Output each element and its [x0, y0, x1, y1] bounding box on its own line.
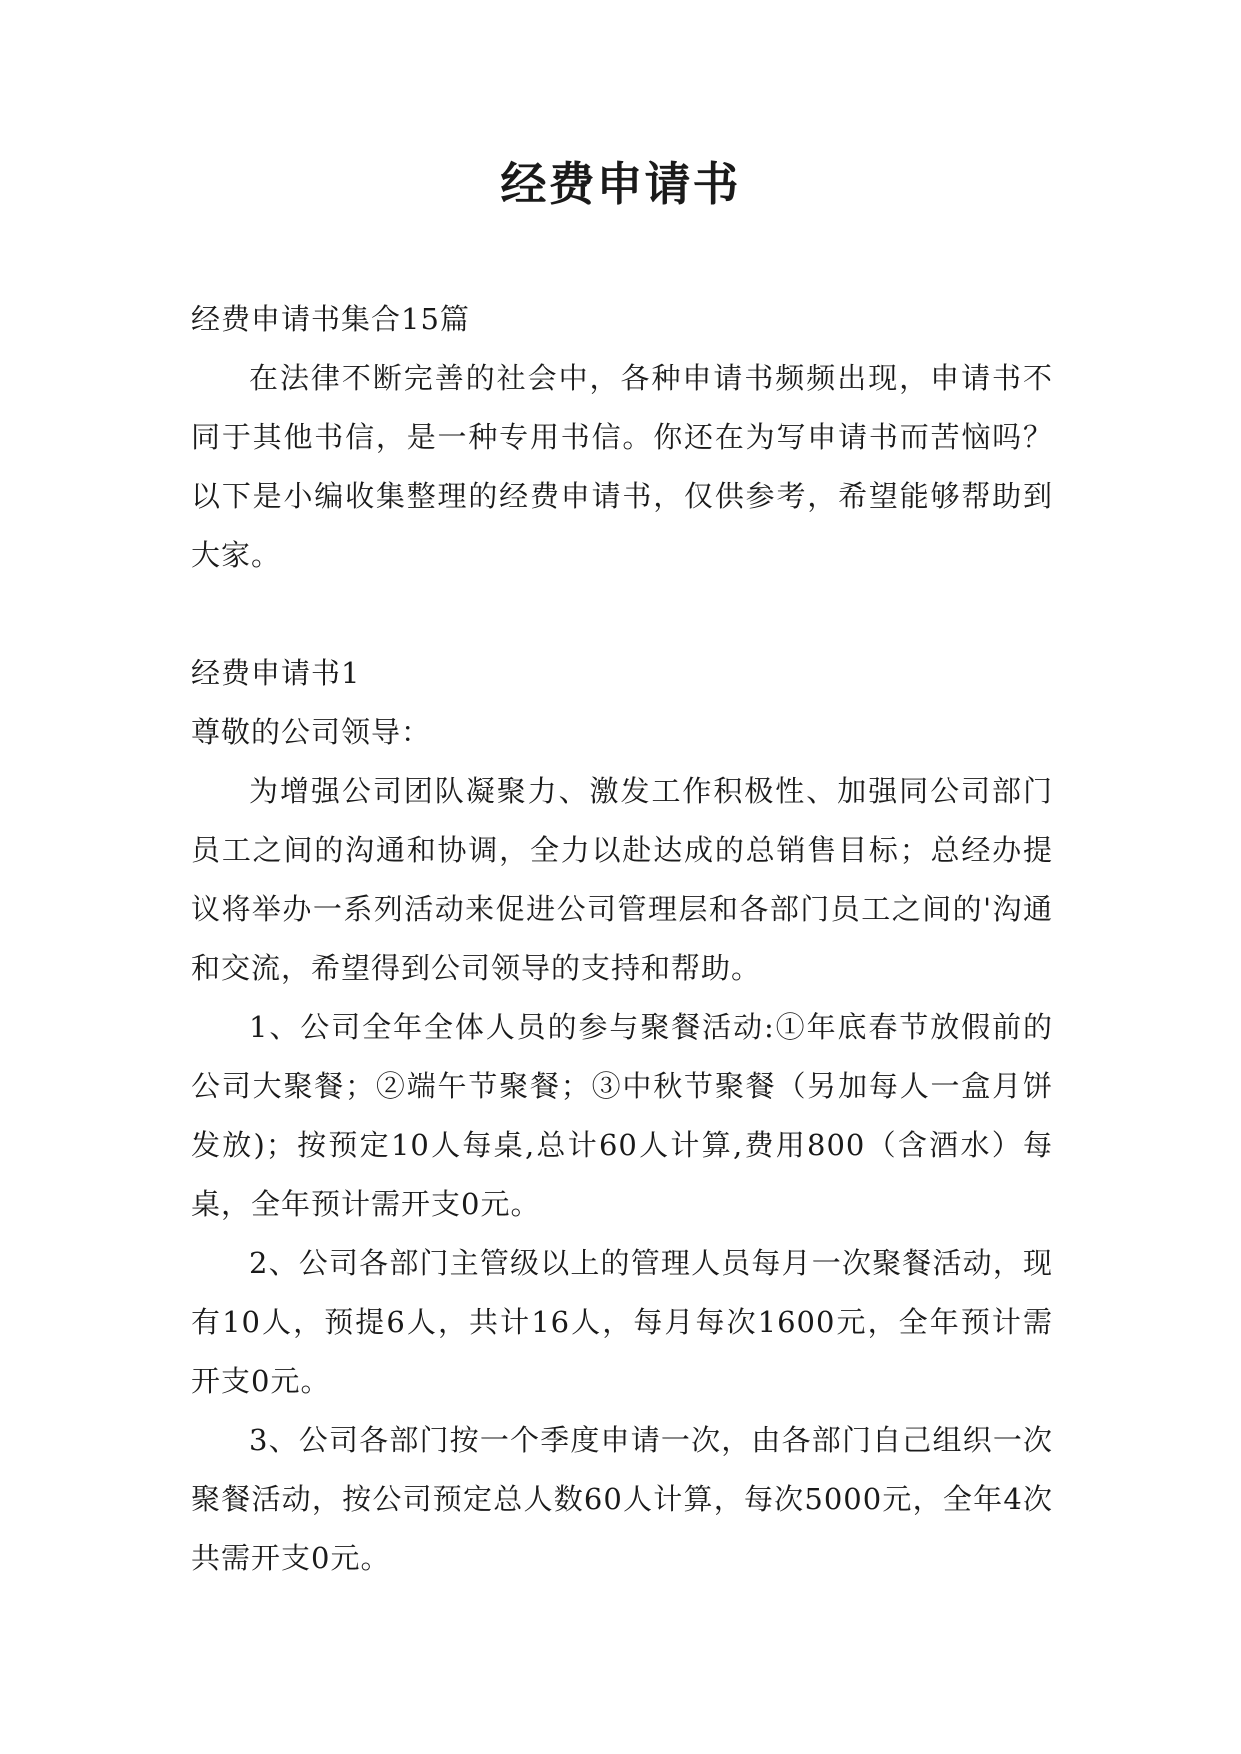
salutation: 尊敬的公司领导：: [191, 715, 432, 749]
document-body: [191, 290, 1053, 1588]
subtitle: 经费申请书集合15篇: [191, 302, 470, 336]
list-item: 3、公司各部门按一个季度申请一次，由各部门自己组织一次聚餐活动，按公司预定总人数60人计算，每次5000元，全年4次共需开支0元。: [191, 1423, 1053, 1575]
section-heading: 经费申请书1: [191, 656, 361, 690]
body-paragraph: 为增强公司团队凝聚力、激发工作积极性、加强同公司部门员工之间的沟通和协调，全力以赴达成的总销售目标；总经办提议将举办一系列活动来促进公司管理层和各部门员工之间的'沟通和交流，希望得到公司领导的支持和帮助。: [191, 774, 1053, 985]
document-title: 经费申请书: [500, 157, 741, 211]
intro-paragraph: 在法律不断完善的社会中，各种申请书频频出现，申请书不同于其他书信，是一种专用书信。你还在为写申请书而苦恼吗？以下是小编收集整理的经费申请书，仅供参考，希望能够帮助到大家。: [191, 361, 1053, 572]
list-item: 2、公司各部门主管级以上的管理人员每月一次聚餐活动，现有10人，预提6人，共计16人，每月每次1600元，全年预计需开支0元。: [191, 1246, 1053, 1398]
list-item: 1、公司全年全体人员的参与聚餐活动:①年底春节放假前的公司大聚餐；②端午节聚餐；③中秋节聚餐（另加每人一盒月饼发放)；按预定10人每桌,总计60人计算,费用800（含酒水）每桌，全年预计需开支0元。: [191, 1010, 1053, 1221]
